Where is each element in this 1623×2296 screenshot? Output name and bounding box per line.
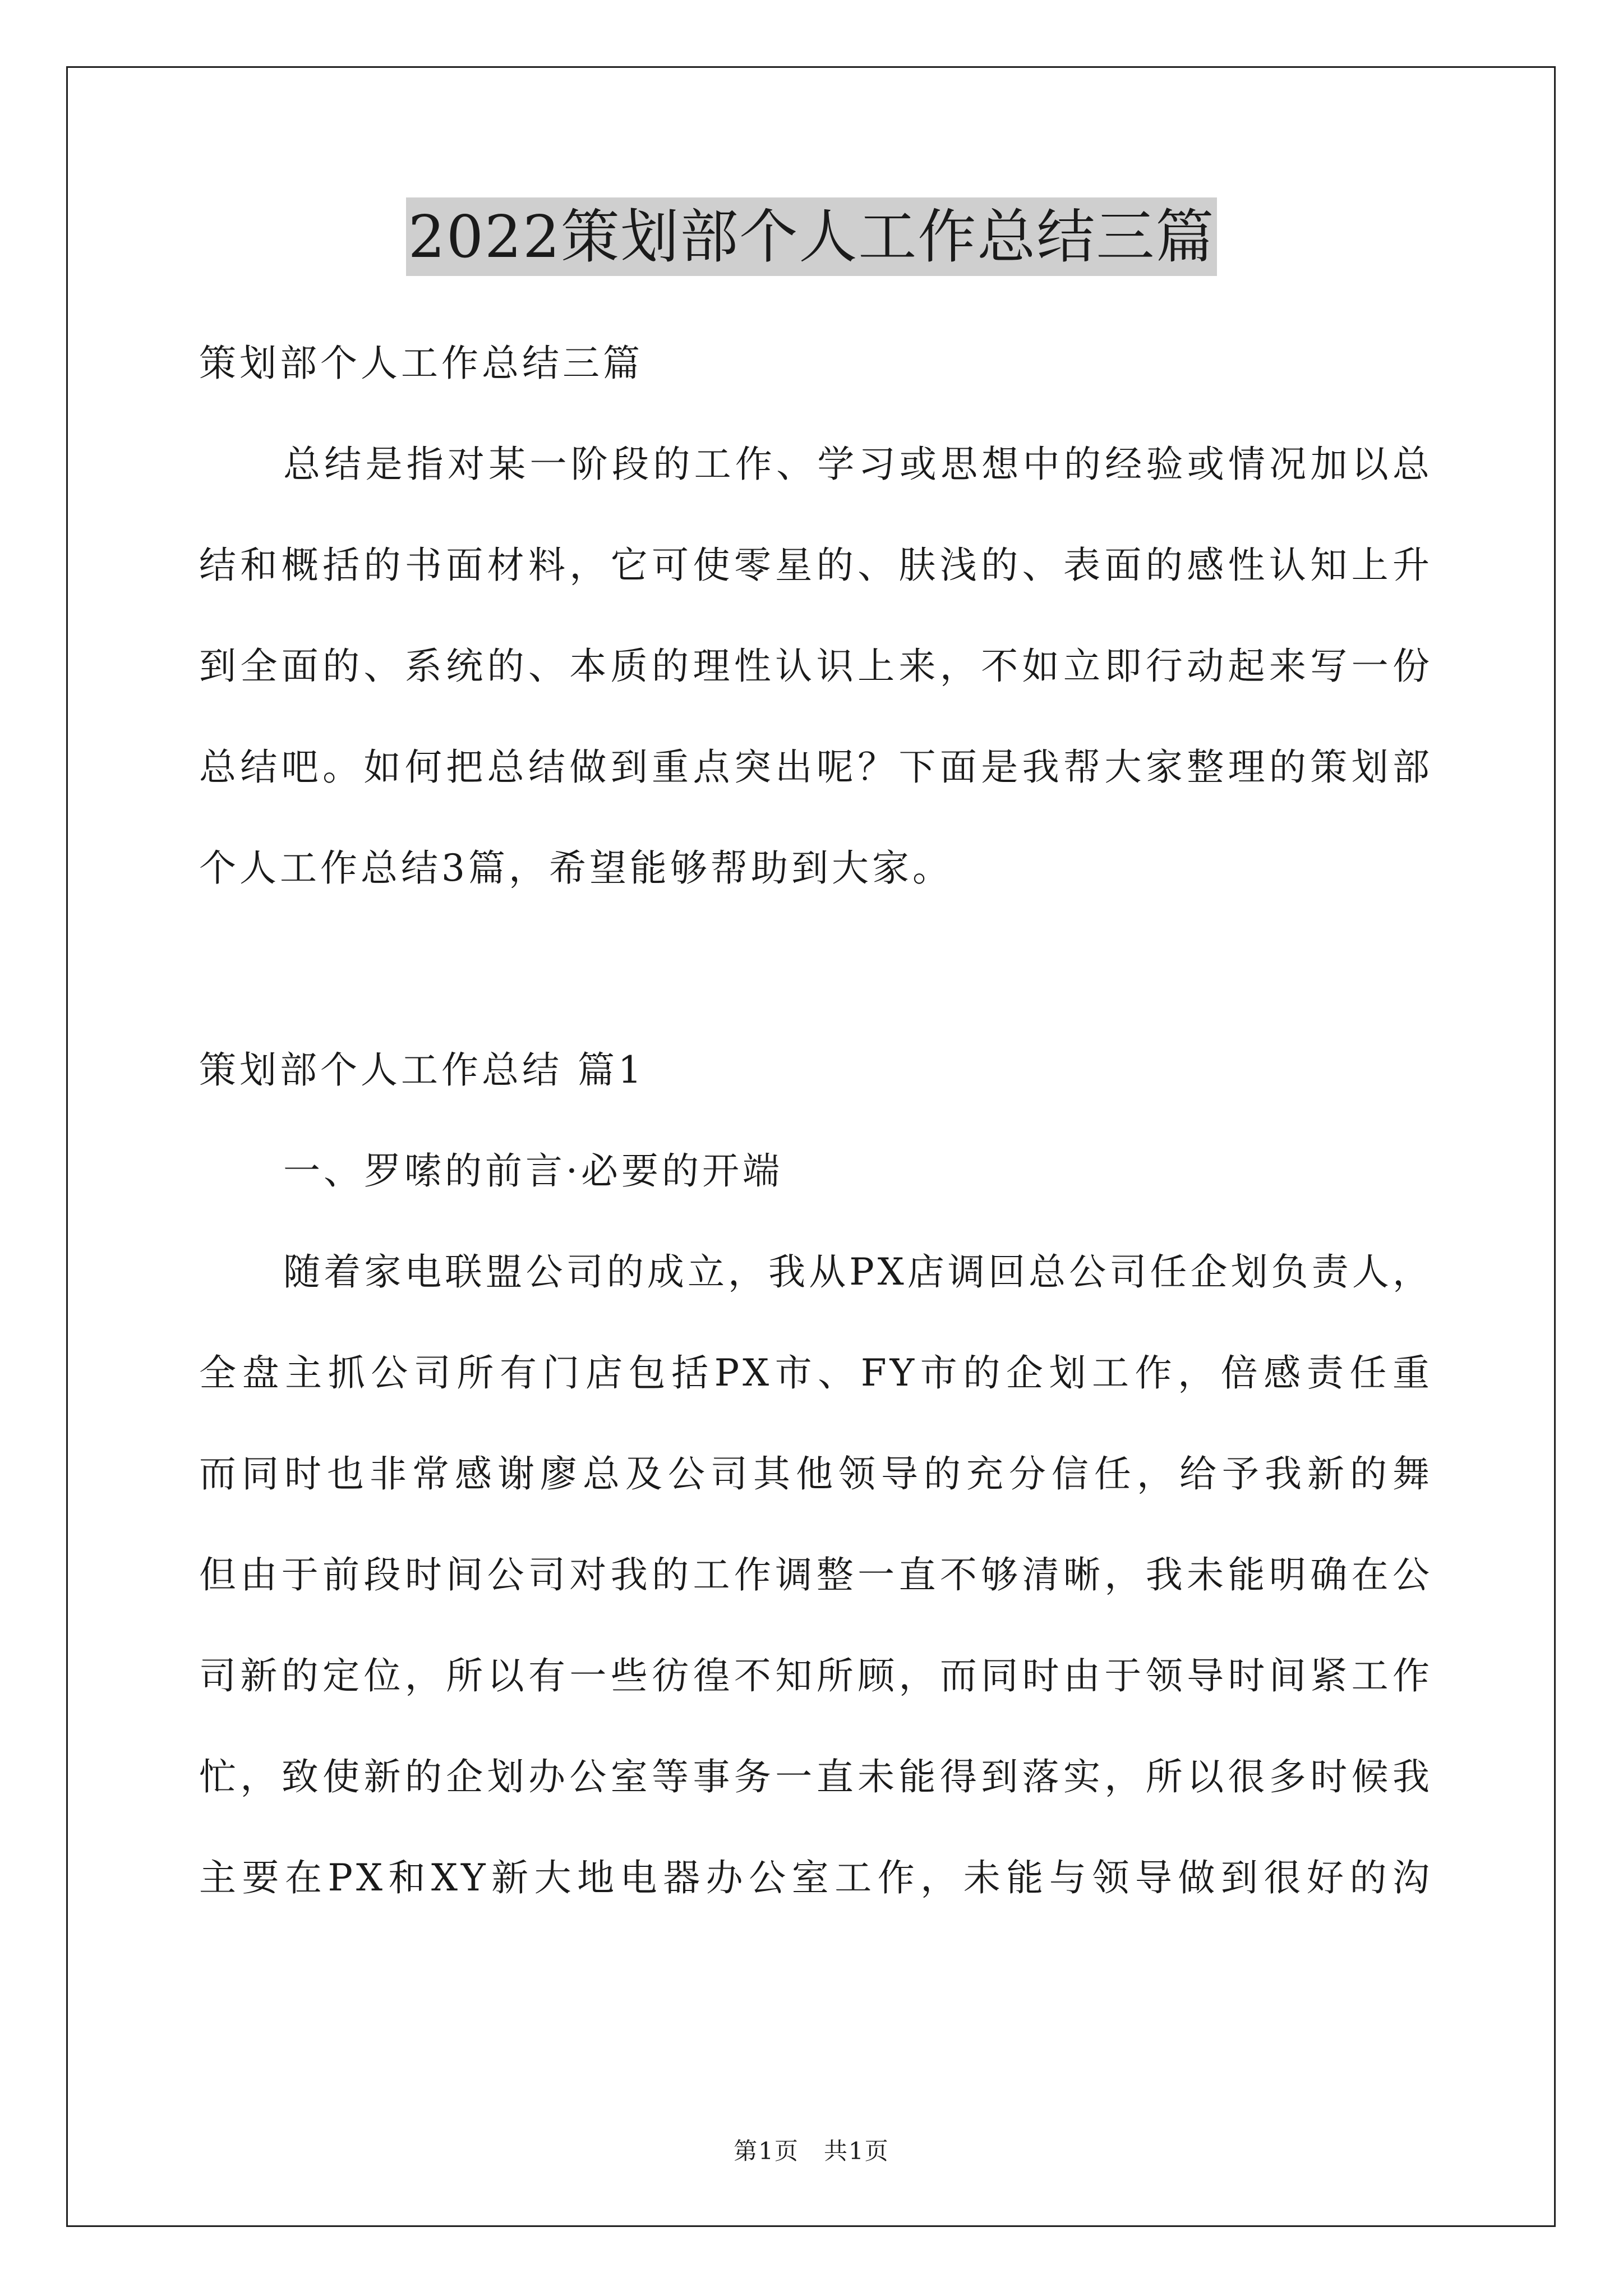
body-line: 忙，致使新的企划办公室等事务一直未能得到落实，所以很多时候我 [199,1755,1433,1798]
title-container [0,197,1623,276]
intro-line: 结和概括的书面材料，它可使零星的、肤浅的、表面的感性认知上升 [199,544,1433,587]
body-line: 主要在PX和XY新大地电器办公室工作，未能与领导做到很好的沟 [199,1856,1433,1899]
document-body [199,313,1433,1929]
subsection-heading: 一、罗嗦的前言·必要的开端 [283,1149,783,1193]
page-footer: 第1页 共1页 [734,2137,889,2165]
body-line: 司新的定位，所以有一些彷徨不知所顾，而同时由于领导时间紧工作 [199,1654,1433,1697]
body-line: 而同时也非常感谢廖总及公司其他领导的充分信任，给予我新的舞 [199,1452,1433,1496]
section-heading: 策划部个人工作总结 篇1 [199,1048,645,1092]
intro-line: 总结吧。如何把总结做到重点突出呢？下面是我帮大家整理的策划部 [199,746,1433,789]
paragraph-gap [199,919,1433,1020]
document-title: 2022策划部个人工作总结三篇 [406,197,1218,276]
document-subtitle: 策划部个人工作总结三篇 [199,342,643,385]
intro-line: 个人工作总结3篇，希望能够帮助到大家。 [199,846,953,890]
intro-line: 总结是指对某一阶段的工作、学习或思想中的经验或情况加以总 [283,443,1433,486]
body-line: 但由于前段时间公司对我的工作调整一直不够清晰，我未能明确在公 [199,1553,1433,1596]
body-line: 随着家电联盟公司的成立，我从PX店调回总公司任企划负责人， [283,1250,1433,1294]
body-line: 全盘主抓公司所有门店包括PX市、FY市的企划工作，倍感责任重 [199,1351,1433,1395]
intro-line: 到全面的、系统的、本质的理性认识上来，不如立即行动起来写一份 [199,645,1433,688]
